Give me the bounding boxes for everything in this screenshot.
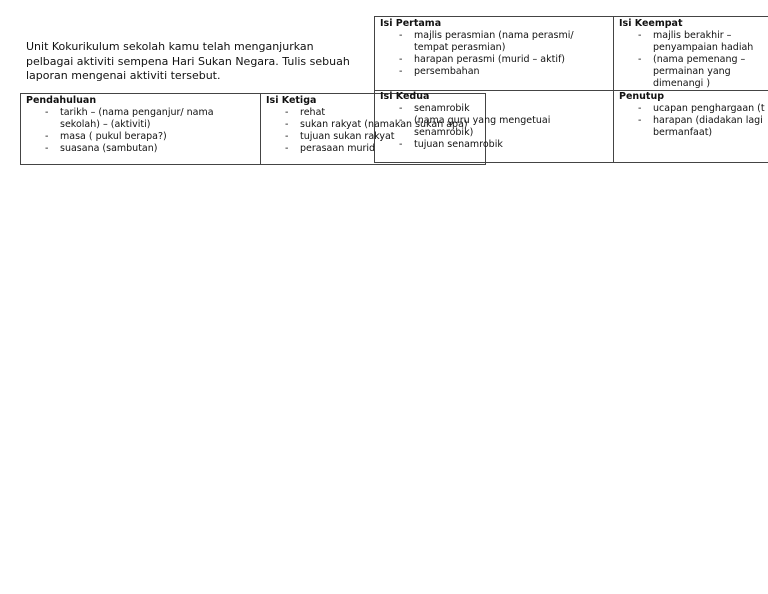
list-item: - suasana (sambutan) — [40, 143, 255, 155]
list-item: - (nama pemenang – permainan yang dimenangi ) — [633, 54, 768, 90]
bullet-list — [619, 103, 768, 139]
list-item: - harapan perasmi (murid – aktif) — [394, 54, 608, 66]
section-title: Isi Pertama — [380, 18, 442, 29]
list-item: - ucapan penghargaan (t — [633, 103, 768, 115]
list-item: - senamrobik — [394, 103, 608, 115]
section-title: Isi Kedua — [380, 91, 430, 102]
writing-prompt: Unit Kokurikulum sekolah kamu telah menganjurkan pelbagai aktiviti sempena Hari Sukan Negara. Tulis sebuah laporan mengenai aktiviti tersebut. — [26, 40, 350, 82]
list-item: - majlis perasmian (nama perasmi/ tempat perasmian) — [394, 30, 608, 54]
list-item: - perasaan murid — [280, 143, 480, 155]
bullet-list — [619, 30, 768, 90]
bullet-list — [380, 30, 608, 78]
section-isi-pertama — [374, 16, 614, 91]
section-title: Penutup — [619, 91, 665, 102]
list-item: - persembahan — [394, 66, 608, 78]
bullet-list — [26, 107, 255, 155]
bullet-list — [380, 103, 608, 151]
list-item: - tujuan senamrobik — [394, 139, 608, 151]
list-item: - sukan rakyat (namakan sukan apa) — [280, 119, 480, 131]
section-title: Isi Keempat — [619, 18, 683, 29]
section-title: Pendahuluan — [26, 95, 97, 106]
list-item: - tujuan sukan rakyat — [280, 131, 480, 143]
section-isi-keempat — [613, 16, 768, 91]
list-item: - (nama guru yang mengetuai senamrobik) — [394, 115, 608, 139]
section-isi-kedua — [374, 90, 614, 163]
section-title: Isi Ketiga — [266, 95, 317, 106]
list-item: - rehat — [280, 107, 480, 119]
list-item: - harapan (diadakan lagi bermanfaat) — [633, 115, 768, 139]
list-item: - masa ( pukul berapa?) — [40, 131, 255, 143]
list-item: - tarikh – (nama penganjur/ nama sekolah) – (aktiviti) — [40, 107, 255, 131]
section-pendahuluan — [20, 93, 261, 165]
section-penutup — [613, 90, 768, 163]
list-item: - majlis berakhir – penyampaian hadiah — [633, 30, 768, 54]
